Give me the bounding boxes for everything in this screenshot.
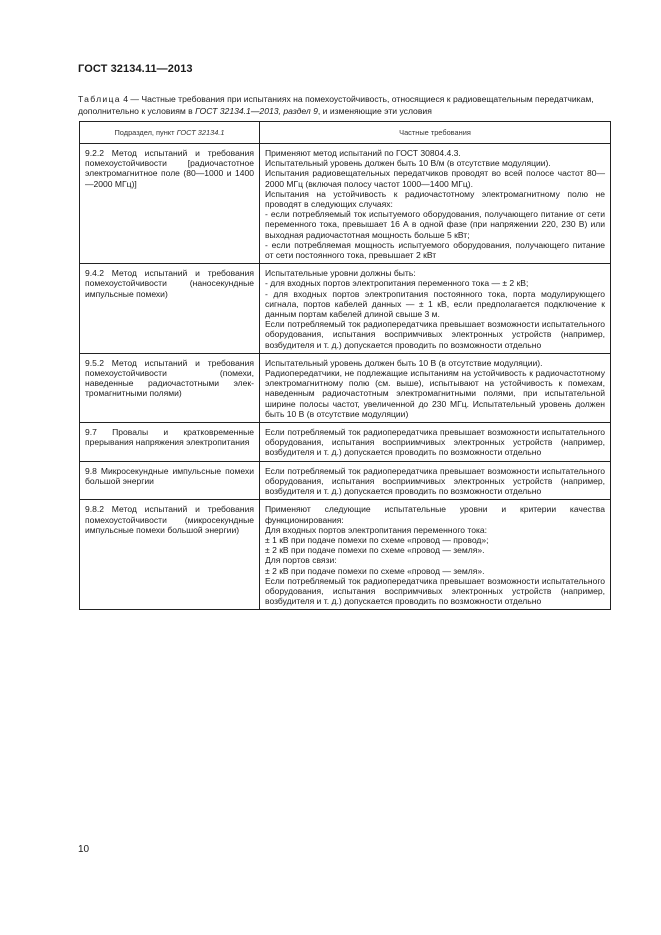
requirement-line: Испытательные уровни должны быть: xyxy=(265,268,416,279)
header-requirements: Частные требования xyxy=(260,122,611,144)
requirement-line: Если потребляемый ток радиопередатчика превышает возможности испытательного оборудования, испытания воспримчивых электронных устройств (например, возбудителя и т. д.) допускается проводить по возможности отдельно xyxy=(265,319,605,350)
header-subsection xyxy=(80,122,260,144)
requirements-cell xyxy=(260,264,611,354)
subsection-cell: 9.7 Провалы и кратковременные прерывания напряжения электропитания xyxy=(80,423,260,462)
requirements-cell xyxy=(260,353,611,422)
caption-label: Таблица xyxy=(78,94,121,104)
subsection-cell: 9.2.2 Метод испытаний и требования помехоустойчивости [радиочастотное электромагнитное поле (80—1000 и 1400—2000 МГц)] xyxy=(80,144,260,264)
requirement-line: - для входных портов электропитания переменного тока — ± 2 кВ; xyxy=(265,278,529,289)
requirement-line: Применяют метод испытаний по ГОСТ 30804.4.3. xyxy=(265,148,461,158)
requirement-line: Радиопередатчики, не подлежащие испытаниям на устойчивость к радиочастотному электромагнитному полю (см. выше), испытывают на устойчивость к помехам, наведенным радиочастотным электромагнитными полями, при испытательной ширине полосы частот, увеличенной до 230 МГц. Испытательный уровень должен быть 10 В (в отсутствие модуляции) xyxy=(265,368,605,419)
requirement-line: ± 2 кВ при подаче помехи по схеме «провод — земля». xyxy=(265,545,485,556)
requirement-line: Если потребляемый ток радиопередатчика превышает возможности испытательного оборудования, испытания воспримчивых электронных устройств (например, возбудителя и т. д.) допускается проводить по возможности отдельно xyxy=(265,575,605,607)
table-row xyxy=(80,423,611,462)
document-code: ГОСТ 32134.11—2013 xyxy=(78,63,193,75)
table-row xyxy=(80,461,611,500)
page-number: 10 xyxy=(78,844,90,855)
table-caption xyxy=(78,94,610,117)
header-subsection-prefix: Подраздел, пункт xyxy=(114,128,177,137)
caption-number: 4 xyxy=(123,94,128,104)
table-row xyxy=(80,144,611,264)
subsection-cell: 9.5.2 Метод испытаний и требования помехоустойчивости (помехи, наведенные радиочастотными электромагнитными полями) xyxy=(80,353,260,422)
table-row xyxy=(80,353,611,422)
requirement-line: Если потребляемый ток радиопередатчика превышает возможности испытательного оборудования, испытания восприимчивых электронных устройств (например, возбудителя и т. д.) допускается проводить по возможности отдельно xyxy=(265,427,605,458)
requirements-table xyxy=(79,121,611,610)
subsection-cell: 9.8 Микросекундные импульсные помехи большой энергии xyxy=(80,461,260,500)
table-header-row xyxy=(80,122,611,144)
table-body xyxy=(80,144,611,610)
requirement-line: ± 1 кВ при подаче помехи по схеме «провод — провод»; xyxy=(265,534,489,545)
caption-text-before: — Частные требования при испытаниях на помехоустойчивость, относящиеся к радиовещательным передатчикам, дополнительно к условиям в xyxy=(78,94,594,116)
requirement-line: Применяют следующие испытательные уровни и критерии качества функционирования: xyxy=(265,504,605,525)
requirement-line: ± 2 кВ при подаче помехи по схеме «провод — земля». xyxy=(265,565,485,576)
requirement-line: Испытания радиовещательных передатчиков проводят во всей полосе частот 80—2000 МГц (включая полосу частот 1000—1400 МГц). xyxy=(265,168,605,189)
requirement-line: - если потребляемый ток испытуемого оборудования, получающего питание от сети переменного тока, превышает 16 А в одной фазе (при напряжении 220, 230 В) или выходная радиочастотная мощность больше 5 кВт; xyxy=(265,209,605,240)
requirements-cell xyxy=(260,144,611,264)
caption-text-after: , и изменяющие эти условия xyxy=(317,105,432,116)
requirement-line: Для входных портов электропитания переменного тока: xyxy=(265,524,488,535)
header-subsection-ref: ГОСТ 32134.1 xyxy=(176,128,225,137)
requirement-line: - если потребляемая мощность испытуемого оборудования, получающего питание от сети постоянного тока, превышает 2 кВт xyxy=(265,239,605,261)
caption-reference: ГОСТ 32134.1—2013, раздел 9 xyxy=(195,105,318,116)
requirement-line: Испытательный уровень должен быть 10 В (в отсутствие модуляции). xyxy=(265,357,543,368)
subsection-cell: 9.4.2 Метод испытаний и требования помехоустойчивости (наносекундные импульсные помехи) xyxy=(80,264,260,354)
requirement-line: - для входных портов электропитания постоянного тока, порта модулирующего сигнала, портов кабелей данных — ± 1 кВ, если предполагается подключение к данным портам кабелей длиной свыше 3 м. xyxy=(265,288,605,320)
requirements-cell xyxy=(260,461,611,500)
requirement-line: Для портов связи: xyxy=(265,555,337,566)
requirements-cell xyxy=(260,423,611,462)
table-row xyxy=(80,264,611,354)
requirements-cell xyxy=(260,500,611,610)
subsection-cell: 9.8.2 Метод испытаний и требования помехоустойчивости (микросекундные импульсные помехи большой энергии) xyxy=(80,500,260,610)
requirement-line: Если потребляемый ток радиопередатчика превышает возможности испытательного оборудования, испытания восприимчивых электронных устройств (например, возбудителя и т. д.) допускается проводить по возможности отдельно xyxy=(265,465,605,497)
requirement-line: Испытания на устойчивость к радиочастотному электромагнитному полю не проводят в следующих случаях: xyxy=(265,188,605,210)
requirement-line: Испытательный уровень должен быть 10 В/м (в отсутствие модуляции). xyxy=(265,158,551,169)
table-row xyxy=(80,500,611,610)
